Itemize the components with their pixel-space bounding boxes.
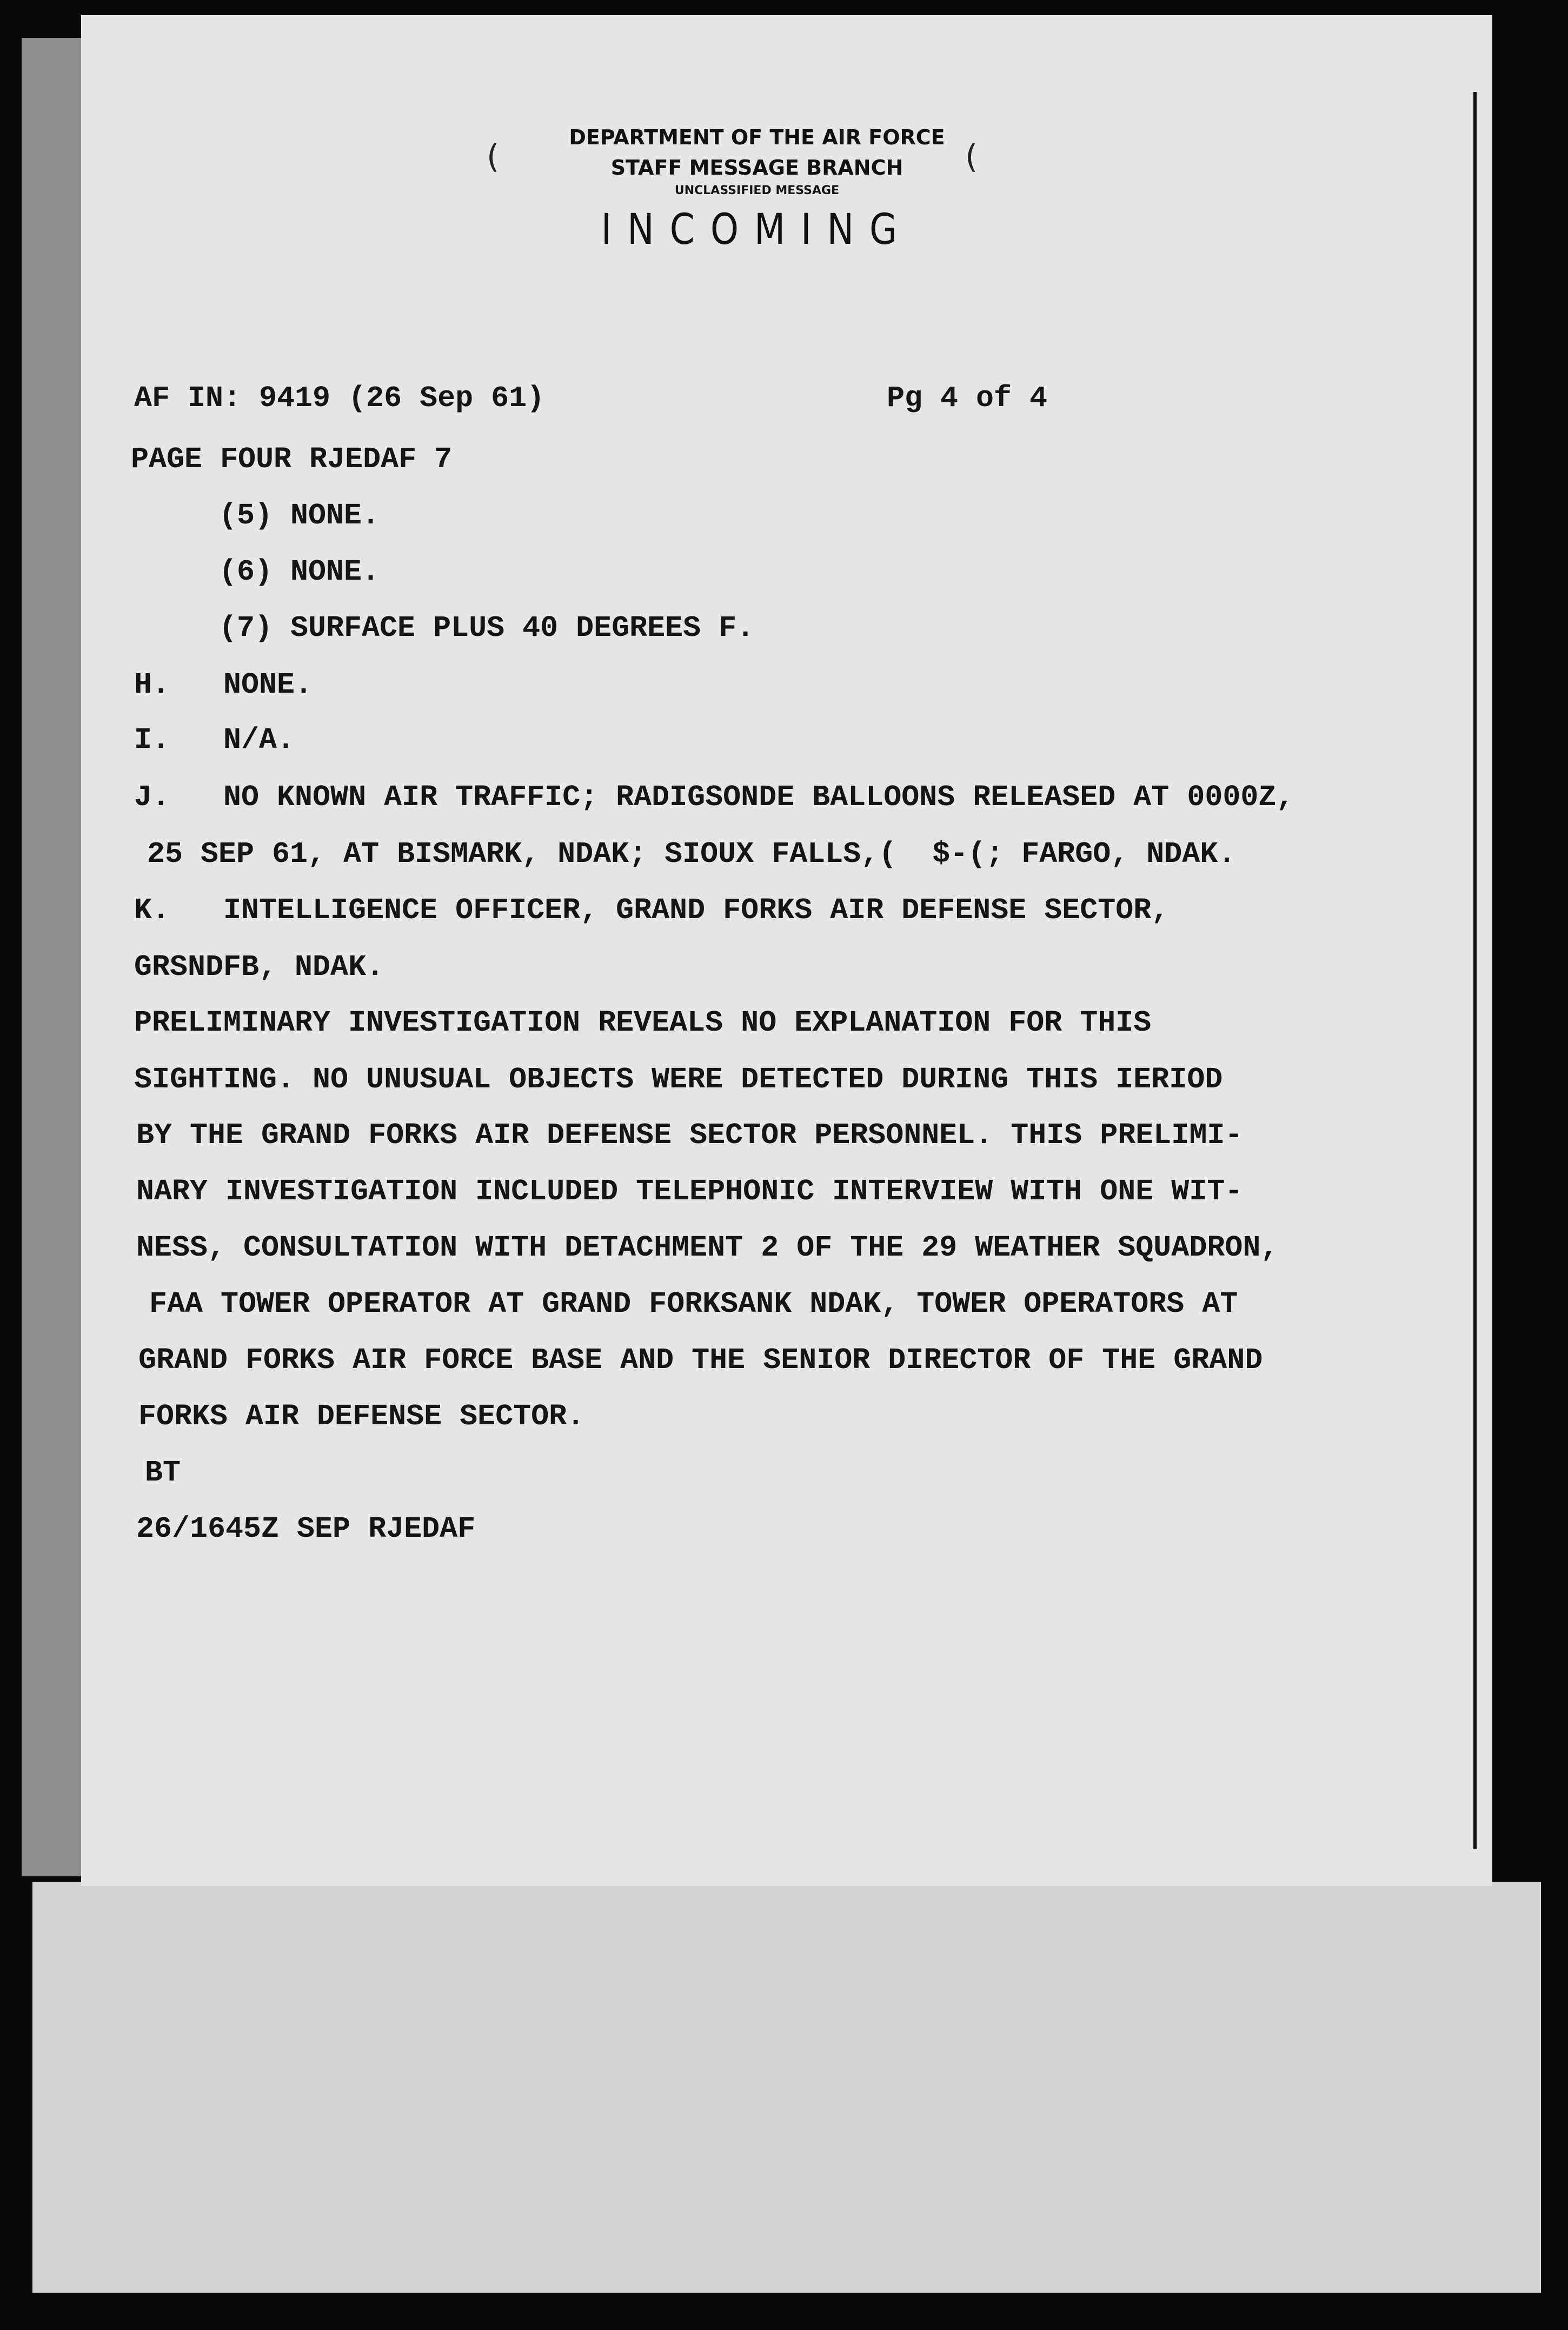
body-line: (7) SURFACE PLUS 40 DEGREES F.: [219, 611, 755, 645]
body-line: NARY INVESTIGATION INCLUDED TELEPHONIC INTERVIEW WITH ONE WIT-: [136, 1174, 1243, 1209]
body-line: BY THE GRAND FORKS AIR DEFENSE SECTOR PERSONNEL. THIS PRELIMI-: [136, 1118, 1243, 1152]
right-margin-rule: [1473, 92, 1477, 1849]
message-type-heading: INCOMING: [601, 205, 913, 254]
body-line: J. NO KNOWN AIR TRAFFIC; RADIGSONDE BALLOONS RELEASED AT 0000Z,: [134, 780, 1294, 814]
department-title: DEPARTMENT OF THE AIR FORCE: [569, 125, 945, 149]
body-line: BT: [145, 1456, 181, 1490]
body-line: 26/1645Z SEP RJEDAF: [136, 1512, 476, 1546]
body-line: GRSNDFB, NDAK.: [134, 950, 384, 984]
scan-background-lower: [32, 1882, 1541, 2293]
branch-title: STAFF MESSAGE BRANCH: [610, 156, 903, 180]
page-indicator: Pg 4 of 4: [887, 381, 1048, 415]
body-line: FAA TOWER OPERATOR AT GRAND FORKSANK NDAK, TOWER OPERATORS AT: [149, 1287, 1238, 1321]
body-line: FORKS AIR DEFENSE SECTOR.: [138, 1399, 585, 1433]
af-in-number: AF IN: 9419 (26 Sep 61): [134, 381, 545, 415]
body-line: NESS, CONSULTATION WITH DETACHMENT 2 OF THE 29 WEATHER SQUADRON,: [136, 1231, 1279, 1265]
body-line: (6) NONE.: [219, 555, 380, 589]
body-line: H. NONE.: [134, 668, 313, 702]
body-line: 25 SEP 61, AT BISMARK, NDAK; SIOUX FALLS,( $-(; FARGO, NDAK.: [147, 837, 1236, 871]
bracket-mark: (: [965, 138, 978, 176]
body-line: PRELIMINARY INVESTIGATION REVEALS NO EXPLANATION FOR THIS: [134, 1006, 1152, 1040]
classification-label: UNCLASSIFIED MESSAGE: [674, 184, 840, 197]
body-line: K. INTELLIGENCE OFFICER, GRAND FORKS AIR DEFENSE SECTOR,: [134, 893, 1170, 927]
body-line: GRAND FORKS AIR FORCE BASE AND THE SENIOR DIRECTOR OF THE GRAND: [138, 1343, 1263, 1377]
body-line: SIGHTING. NO UNUSUAL OBJECTS WERE DETECTED DURING THIS IERIOD: [134, 1063, 1223, 1097]
body-line: (5) NONE.: [219, 499, 380, 533]
body-line: PAGE FOUR RJEDAF 7: [131, 442, 453, 476]
body-line: I. N/A.: [134, 723, 295, 757]
bracket-mark: (: [487, 138, 500, 176]
